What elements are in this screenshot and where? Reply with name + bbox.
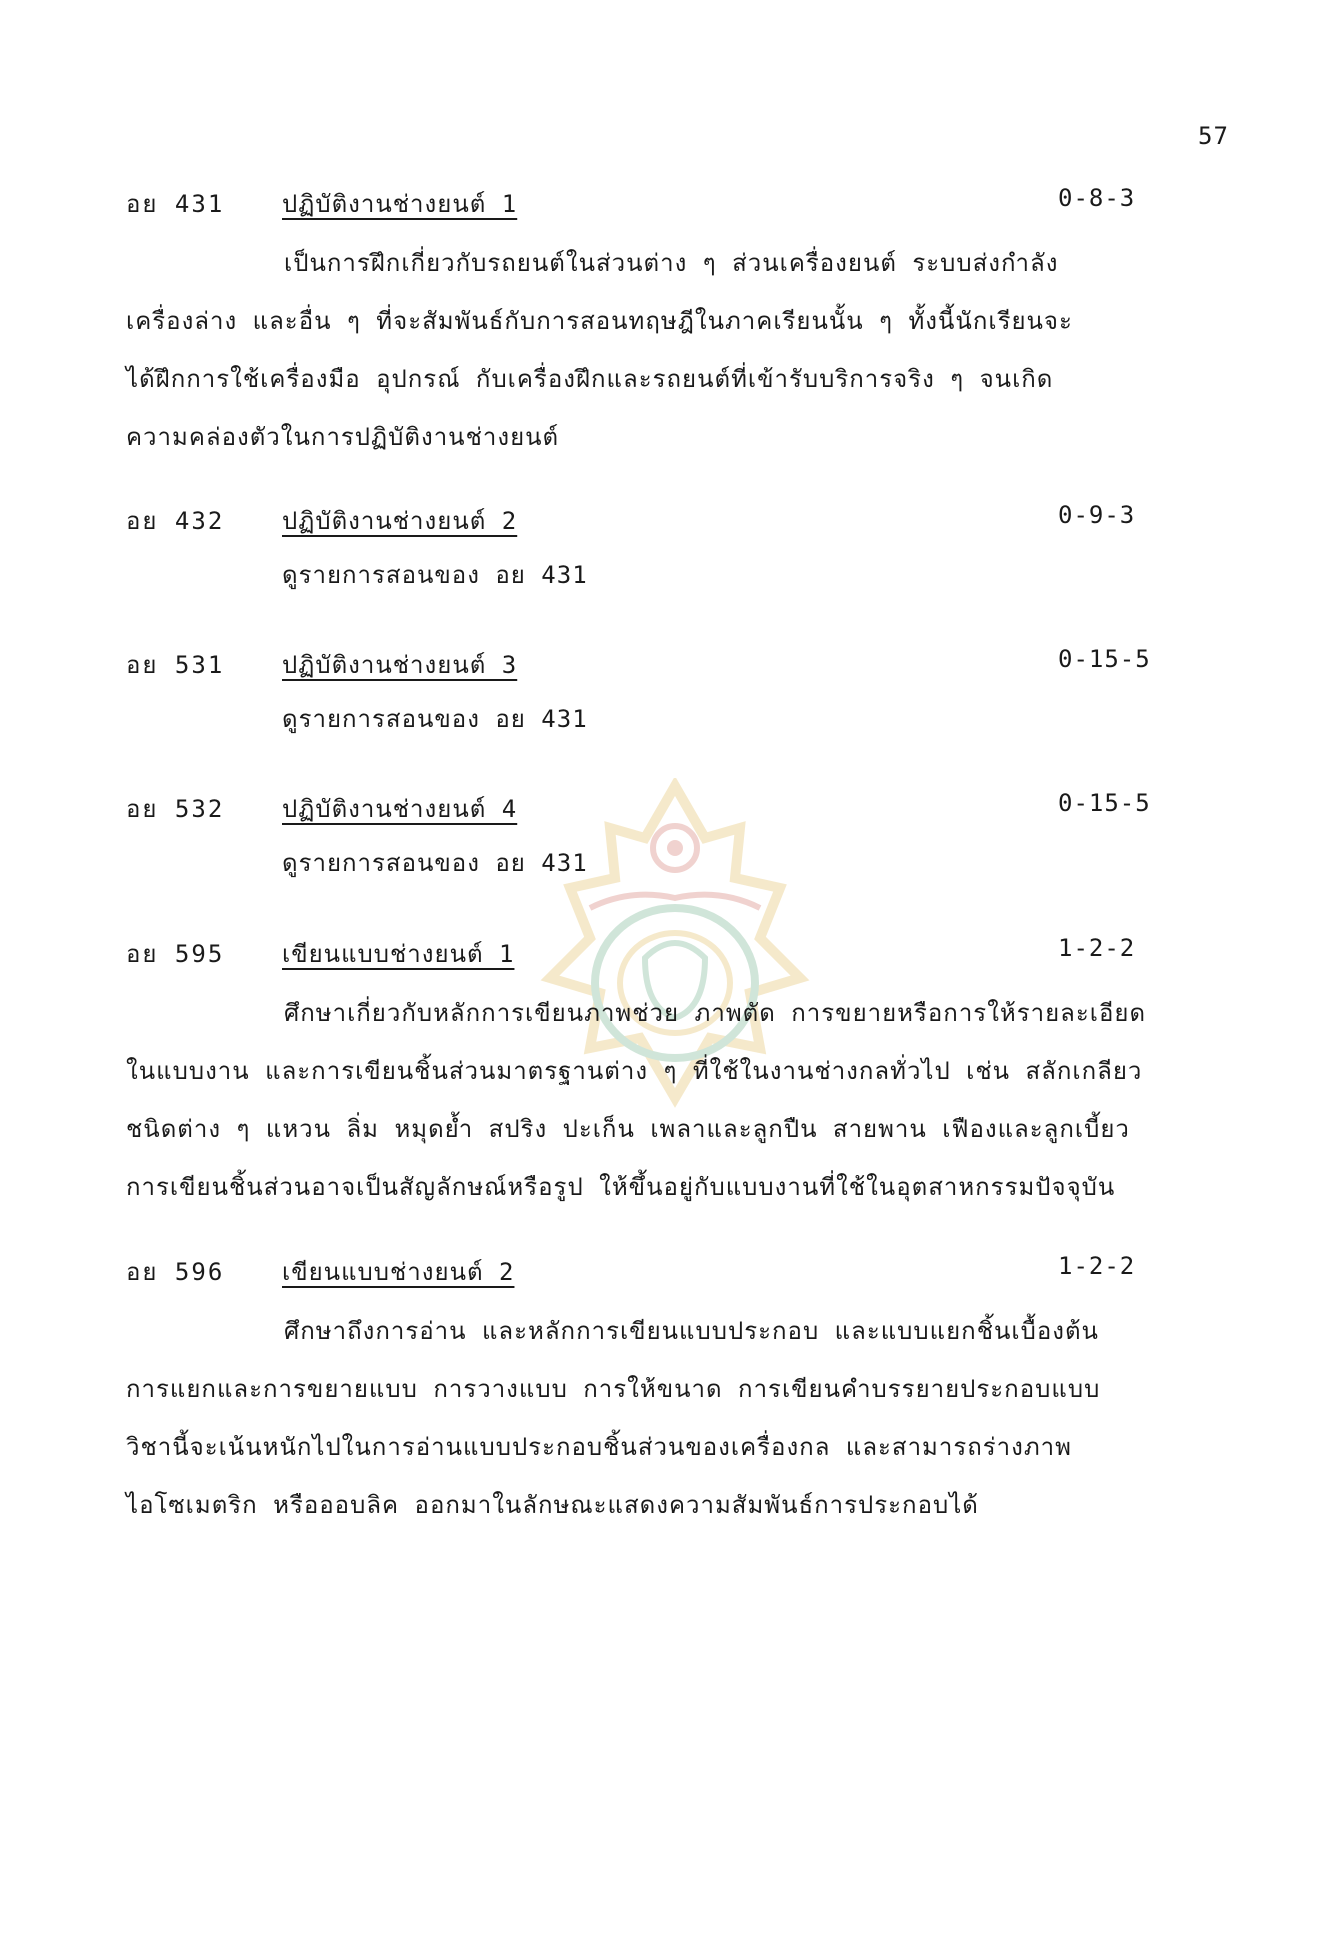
description-line: ได้ฝึกการใช้เครื่องมือ อุปกรณ์ กับเครื่องฝึกและรถยนต์ที่เข้ารับบริการจริง ๆ จนเกิด <box>126 365 1054 393</box>
course-title: ปฏิบัติงานช่างยนต์ 1 <box>282 190 518 218</box>
description-line: การแยกและการขยายแบบ การวางแบบ การให้ขนาด การเขียนคำบรรยายประกอบแบบ <box>126 1375 1101 1403</box>
course-credit: 0-15-5 <box>1058 645 1151 673</box>
description-line: ศึกษาถึงการอ่าน และหลักการเขียนแบบประกอบ และแบบแยกชิ้นเบื้องต้น <box>284 1317 1099 1345</box>
course-reference: ดูรายการสอนของ อย 431 <box>282 705 588 733</box>
description-line: ไอโซเมตริก หรือออบลิค ออกมาในลักษณะแสดงความสัมพันธ์การประกอบได้ <box>126 1491 979 1519</box>
course-description <box>126 1302 1206 1534</box>
course-title: ปฏิบัติงานช่างยนต์ 2 <box>282 507 518 535</box>
description-line: การเขียนชิ้นส่วนอาจเป็นสัญลักษณ์หรือรูป ให้ขึ้นอยู่กับแบบงานที่ใช้ในอุตสาหกรรมปัจจุบัน <box>126 1173 1116 1201</box>
course-code: อย 532 <box>126 795 225 823</box>
course-title: เขียนแบบช่างยนต์ 1 <box>282 940 515 968</box>
course-code: อย 432 <box>126 507 225 535</box>
course-credit: 0-15-5 <box>1058 789 1151 817</box>
course-code: อย 431 <box>126 190 225 218</box>
course-item <box>126 184 1206 466</box>
description-line: เป็นการฝึกเกี่ยวกับรถยนต์ในส่วนต่าง ๆ ส่วนเครื่องยนต์ ระบบส่งกำลัง <box>284 249 1059 277</box>
course-credit: 1-2-2 <box>1058 1252 1136 1280</box>
description-line: เครื่องล่าง และอื่น ๆ ที่จะสัมพันธ์กับการสอนทฤษฎีในภาคเรียนนั้น ๆ ทั้งนี้นักเรียนจะ <box>126 307 1073 335</box>
course-credit: 0-8-3 <box>1058 184 1136 212</box>
course-item <box>126 789 1206 882</box>
course-title: ปฏิบัติงานช่างยนต์ 3 <box>282 651 518 679</box>
course-code: อย 595 <box>126 940 225 968</box>
course-item <box>126 934 1206 1216</box>
course-item <box>126 1252 1206 1534</box>
course-reference: ดูรายการสอนของ อย 431 <box>282 561 588 589</box>
description-line: ในแบบงาน และการเขียนชิ้นส่วนมาตรฐานต่าง ๆ ที่ใช้ในงานช่างกลทั่วไป เช่น สลักเกลียว <box>126 1057 1143 1085</box>
course-description <box>126 984 1206 1216</box>
description-line: วิชานี้จะเน้นหนักไปในการอ่านแบบประกอบชิ้นส่วนของเครื่องกล และสามารถร่างภาพ <box>126 1433 1072 1461</box>
course-credit: 1-2-2 <box>1058 934 1136 962</box>
course-item <box>126 645 1206 738</box>
course-description <box>126 234 1206 466</box>
course-credit: 0-9-3 <box>1058 501 1136 529</box>
course-code: อย 531 <box>126 651 225 679</box>
page-number: 57 <box>1198 122 1229 150</box>
description-line: ชนิดต่าง ๆ แหวน ลิ่ม หมุดย้ำ สปริง ปะเก็น เพลาและลูกปืน สายพาน เฟืองและลูกเบี้ยว <box>126 1115 1130 1143</box>
course-item <box>126 501 1206 594</box>
course-reference: ดูรายการสอนของ อย 431 <box>282 849 588 877</box>
course-title: ปฏิบัติงานช่างยนต์ 4 <box>282 795 518 823</box>
course-title: เขียนแบบช่างยนต์ 2 <box>282 1258 515 1286</box>
course-code: อย 596 <box>126 1258 225 1286</box>
description-line: ความคล่องตัวในการปฏิบัติงานช่างยนต์ <box>126 423 560 451</box>
description-line: ศึกษาเกี่ยวกับหลักการเขียนภาพช่วย ภาพตัด การขยายหรือการให้รายละเอียด <box>284 999 1147 1027</box>
